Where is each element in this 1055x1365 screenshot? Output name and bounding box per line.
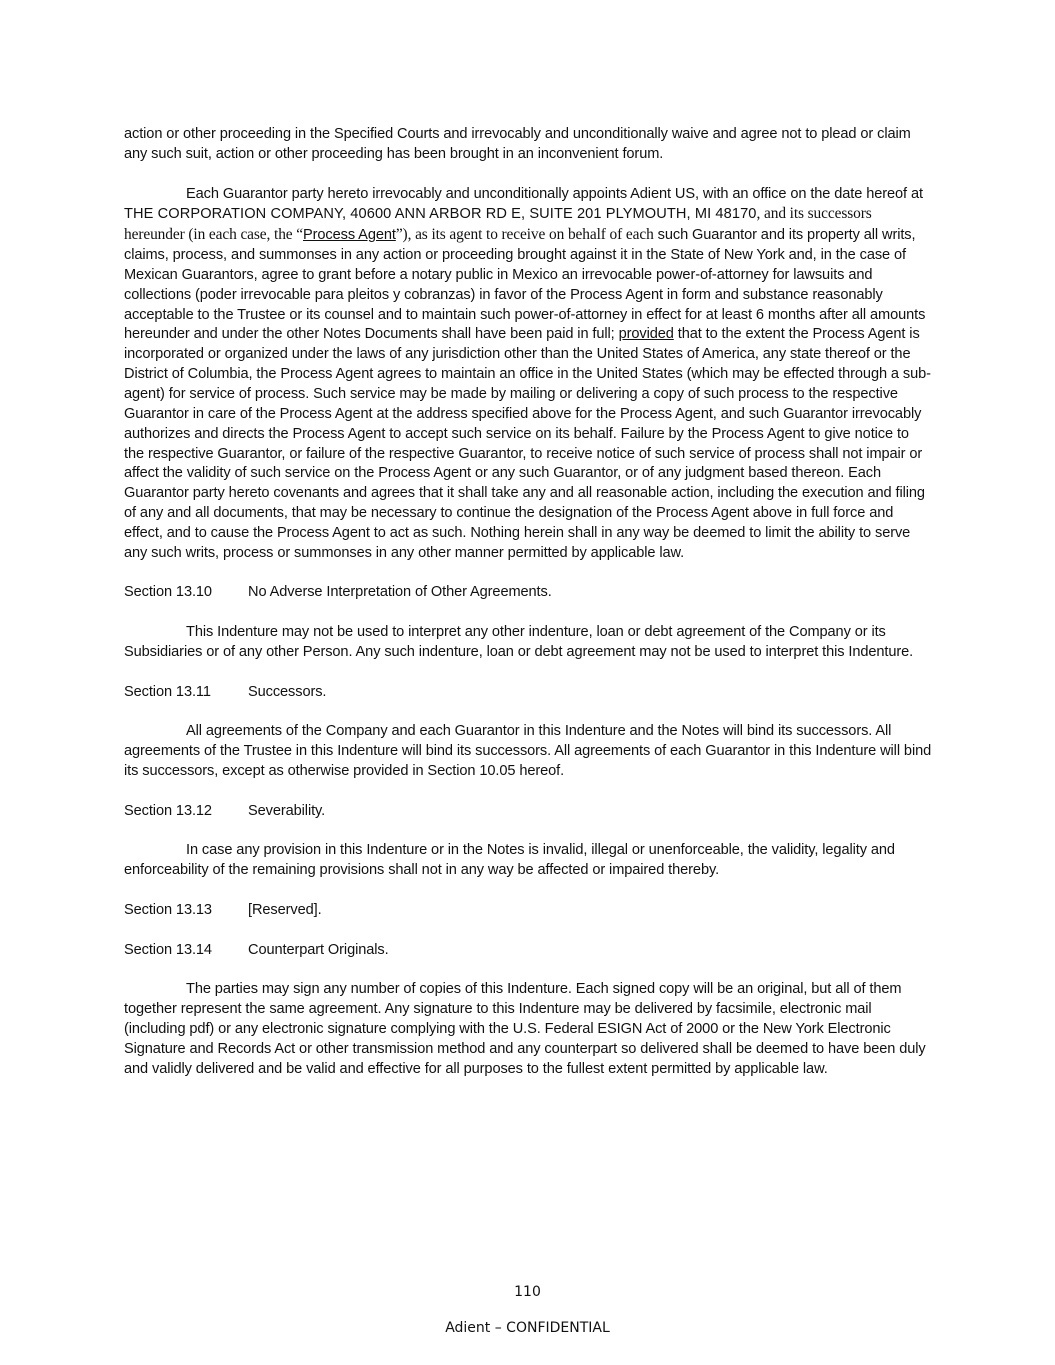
process-agent-address: THE CORPORATION COMPANY, 40600 ANN ARBOR RD E, SUITE 201 PLYMOUTH, MI 48170 xyxy=(124,206,757,223)
section-title: Severability. xyxy=(248,802,326,819)
section-number: Section 13.13 xyxy=(124,901,212,918)
section-title: Successors. xyxy=(248,683,327,700)
section-heading-13-12 xyxy=(124,802,932,822)
process-agent-text-4: such Guarantor and its property all writs, claims, process, and summonses in any action or proceeding brought against it in the State of New York and, in the case of Mexican Guarantors, agree to grant before a notary public in Mexico an irrevocable power-of-attorney for lawsuits and collections (poder irrevocable para pleitos y cobranzas) in favor of the Process Agent in form and substance reasonably acceptable to the Trustee or its counsel and to maintain such power-of-attorney in effect for at least 6 months after all amounts hereunder and under the other Notes Documents shall have been paid in full; xyxy=(124,227,926,343)
process-agent-paragraph xyxy=(124,185,932,564)
section-number: Section 13.12 xyxy=(124,802,212,819)
process-agent-text-5: that to the extent the Process Agent is incorporated or organized under the laws of any jurisdiction other than the United States of America, any state thereof or the District of Columbia, the Process Agent agrees to maintain an office in the United States (which may be effected through a sub-agent) for service of process. Such service may be made by mailing or delivering a copy of such process to the respective Guarantor in care of the Process Agent at the address specified above for the Process Agent, and such Guarantor irrevocably authorizes and directs the Process Agent to accept such service on its behalf. Failure by the Process Agent to give notice to the respective Guarantor, or failure of the respective Guarantor, to receive notice of such service of process shall not impair or affect the validity of such service on the Process Agent or any such Guarantor, or of any judgment based thereon. Each Guarantor party hereto covenants and agrees that it shall take any and all reasonable action, including the execution and filing of any and all documents, that may be necessary to continue the designation of the Process Agent above in full force and effect, and to cause the Process Agent to act as such. Nothing herein shall in any way be deemed to limit the ability to serve any such writs, process or summonses in any other manner permitted by applicable law. xyxy=(124,326,931,561)
process-agent-text-2: , and its successors hereunder (in each case, the “ xyxy=(124,205,872,244)
section-heading-13-14 xyxy=(124,941,932,961)
section-title: No Adverse Interpretation of Other Agreements. xyxy=(248,584,552,601)
section-number: Section 13.10 xyxy=(124,584,212,601)
section-heading-13-13 xyxy=(124,901,932,921)
continuation-paragraph: action or other proceeding in the Specified Courts and irrevocably and unconditionally waive and agree not to plead or claim any such suit, action or other proceeding has been brought in an inconvenient forum. xyxy=(124,126,911,162)
section-number: Section 13.14 xyxy=(124,941,212,958)
section-body-13-10: This Indenture may not be used to interpret any other indenture, loan or debt agreement of the Company or its Subsidiaries or of any other Person. Any such indenture, loan or debt agreement may not be used to interpret this Indenture. xyxy=(124,624,914,660)
section-heading-13-10 xyxy=(124,583,932,603)
section-body-13-11: All agreements of the Company and each Guarantor in this Indenture and the Notes will bind its successors. All agreements of the Trustee in this Indenture will bind its successors. All agreements of each Guarantor in this Indenture will bind its successors, except as otherwise provided in Section 10.05 hereof. xyxy=(124,723,932,779)
section-title: Counterpart Originals. xyxy=(248,941,389,958)
process-agent-text-3: ”), as its agent to receive on behalf of each xyxy=(395,226,654,244)
section-body-13-14: The parties may sign any number of copies of this Indenture. Each signed copy will be an original, but all of them together represent the same agreement. Any signature to this Indenture may be delivered by facsimile, electronic mail (including pdf) or any electronic signature complying with the U.S. Federal ESIGN Act of 2000 or the New York Electronic Signature and Records Act or other transmission method and any counterpart so delivered shall be deemed to have been duly and validly delivered and be valid and effective for all purposes to the fullest extent permitted by applicable law. xyxy=(124,981,926,1077)
provided-term: provided xyxy=(618,326,674,343)
page-number: 110 xyxy=(514,1284,541,1300)
confidential-footer: Adient – CONFIDENTIAL xyxy=(445,1320,610,1336)
process-agent-text-1: Each Guarantor party hereto irrevocably and unconditionally appoints Adient US, with an office on the date hereof at xyxy=(186,185,923,202)
section-number: Section 13.11 xyxy=(124,683,211,700)
process-agent-defined-term: Process Agent xyxy=(303,227,396,244)
section-body-13-12: In case any provision in this Indenture or in the Notes is invalid, illegal or unenforceable, the validity, legality and enforceability of the remaining provisions shall not in any way be affected or impaired thereby. xyxy=(124,842,895,879)
section-heading-13-11 xyxy=(124,683,932,703)
section-title: [Reserved]. xyxy=(248,901,322,918)
document-body xyxy=(124,125,932,1099)
